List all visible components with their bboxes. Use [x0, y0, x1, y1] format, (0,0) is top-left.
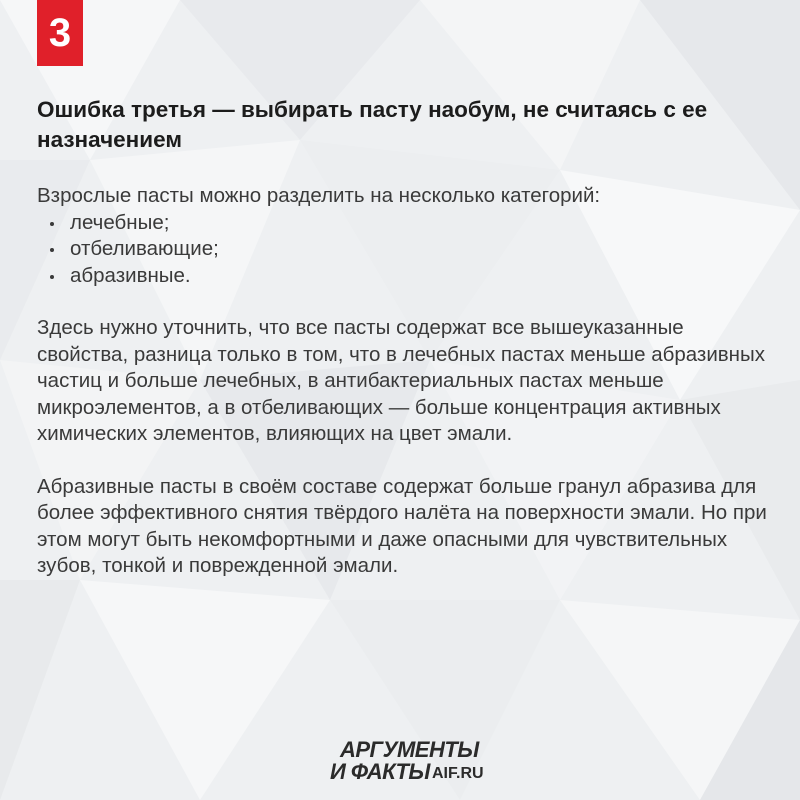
list-item: лечебные;	[37, 210, 777, 237]
paragraph-abrasive: Абразивные пасты в своём составе содержат больше гранул абразива для более эффективного снятия твёрдого налёта на поверхности эмали. Но при этом могут быть некомфортными и даже опасными для чувствительных зубов, тонкой и поврежденной эмали.	[37, 474, 767, 577]
intro-text: Взрослые пасты можно разделить на несколько категорий:	[37, 184, 601, 207]
category-list	[37, 210, 777, 290]
logo-line1: АРГУМЕНТЫ	[340, 737, 479, 762]
page-title: Ошибка третья — выбирать пасту наобум, не считаясь с ее назначением	[37, 97, 708, 152]
aif-logo	[330, 738, 510, 788]
logo-line2: И ФАКТЫ	[330, 759, 430, 784]
list-item: абразивные.	[37, 263, 777, 290]
paragraph-explanation: Здесь нужно уточнить, что все пасты содержат все вышеуказанные свойства, разница только в том, что в лечебных пастах меньше абразивных частиц и больше лечебных, в антибактериальных пастах меньше микроэлементов, а в отбеливающих — больше концентрация активных химических элементов, влияющих на цвет эмали.	[37, 316, 765, 445]
article-body	[37, 183, 777, 580]
slide-number-badge: 3	[37, 0, 83, 66]
logo-site: AIF.RU	[432, 765, 484, 782]
list-item: отбеливающие;	[37, 236, 777, 263]
